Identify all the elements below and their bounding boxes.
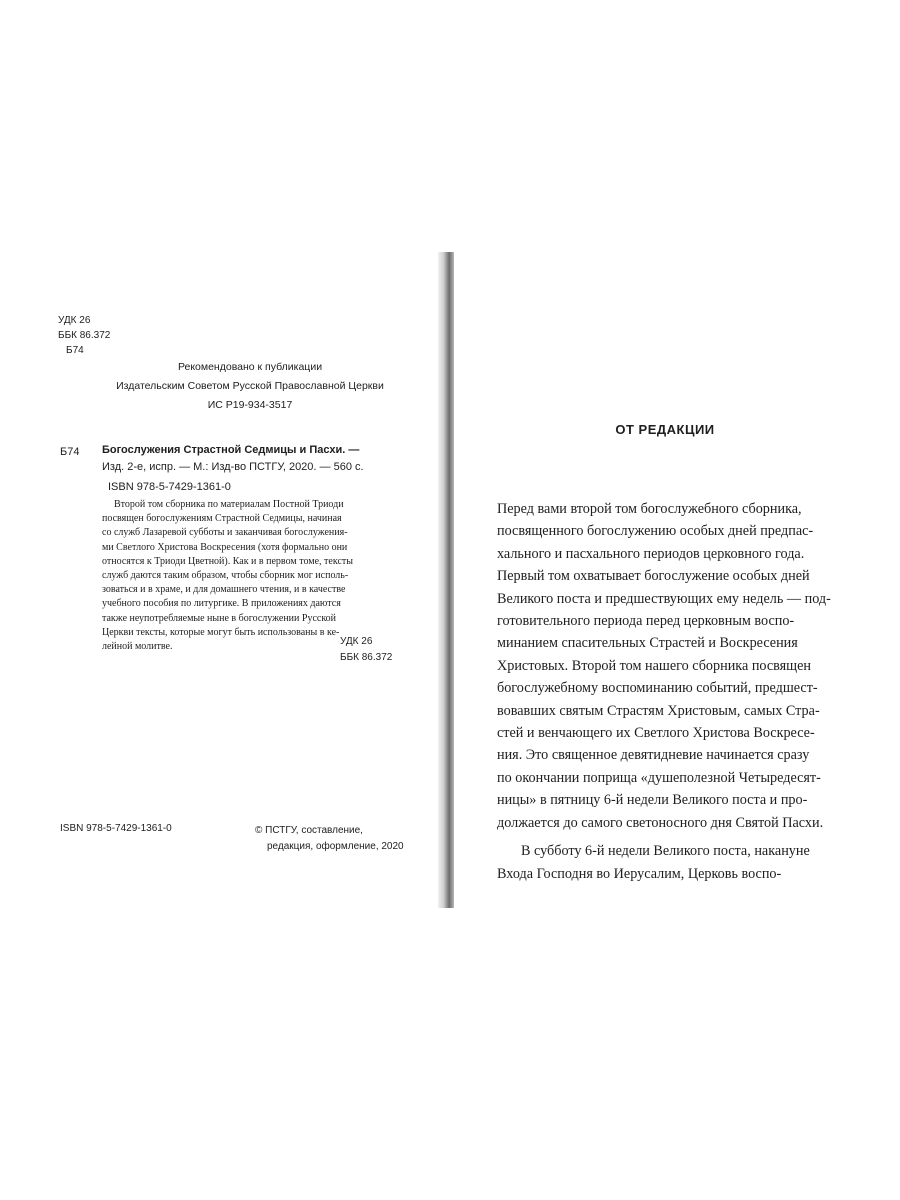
text-line: стей и венчающего их Светлого Христова Воскресе- <box>497 725 815 742</box>
annotation-line: учебного пособия по литургике. В приложениях даются <box>102 598 341 610</box>
text-line: Перед вами второй том богослужебного сборника, <box>497 501 802 517</box>
annotation-line: посвящен богослужениям Страстной Седмицы, начиная <box>102 513 342 525</box>
book-spine <box>438 252 454 908</box>
editorial-text <box>497 498 859 885</box>
text-line: минанием спасительных Страстей и Воскресения <box>497 635 798 652</box>
bbk-code: ББК 86.372 <box>340 652 393 663</box>
text-line: богослужебному воспоминанию событий, предшест- <box>497 680 818 697</box>
edition-info: Изд. 2-е, испр. — М.: Изд-во ПСТГУ, 2020. — 560 с. <box>102 461 364 473</box>
author-mark: Б74 <box>66 345 84 356</box>
annotation-line: ми Светлого Христова Воскресения (хотя формально они <box>102 541 348 553</box>
annotation-line: Церкви тексты, которые могут быть использованы в ке- <box>102 626 340 638</box>
annotation-line: со служб Лазаревой субботы и заканчивая богослужения- <box>102 527 348 539</box>
recommend-line: Издательским Советом Русской Православной Церкви <box>116 380 384 392</box>
annotation-line: служб даются таким образом, чтобы сборник мог исполь- <box>102 570 349 582</box>
annotation <box>102 498 407 654</box>
text-line: готовительного периода перед церковным воспо- <box>497 613 795 630</box>
classification-codes-right <box>340 634 392 666</box>
text-line: ния. Это священное девятидневие начинается сразу <box>497 747 810 764</box>
annotation-line: относятся к Триоди Цветной). Как и в первом томе, тексты <box>102 555 353 567</box>
annotation-line: Второй том сборника по материалам Постной Триоди <box>114 499 344 510</box>
bbk-code: ББК 86.372 <box>58 330 111 341</box>
copyright-line: © ПСТГУ, составление, <box>255 825 363 836</box>
book-title: Богослужения Страстной Седмицы и Пасхи. — <box>102 444 360 456</box>
text-line: должается до самого светоносного дня Святой Пасхи. <box>497 814 824 831</box>
section-heading: ОТ РЕДАКЦИИ <box>615 422 715 437</box>
classification-codes <box>58 313 110 358</box>
copyright-line: редакция, оформление, 2020 <box>267 841 404 852</box>
annotation-line: лейной молитве. <box>102 641 173 653</box>
udk-code: УДК 26 <box>340 636 373 647</box>
left-page <box>40 250 435 910</box>
isbn: ISBN 978-5-7429-1361-0 <box>108 481 231 493</box>
biblio-author-mark: Б74 <box>60 446 80 458</box>
recommend-line: ИС Р19-934-3517 <box>207 399 293 411</box>
text-line: ницы» в пятницу 6-й недели Великого поста и про- <box>497 792 808 809</box>
udk-code: УДК 26 <box>58 315 91 326</box>
copyright <box>255 823 404 855</box>
text-line: В субботу 6-й недели Великого поста, накануне <box>521 843 810 860</box>
text-line: хального и пасхального периодов церковного года. <box>497 545 805 562</box>
text-line: Великого поста и предшествующих ему недель — под- <box>497 590 831 607</box>
publication-recommendation <box>60 358 440 415</box>
text-line: Первый том охватывает богослужение особых дней <box>497 568 810 585</box>
text-line: по окончании поприща «душеполезной Четыредесят- <box>497 769 821 786</box>
text-line: вовавших святым Страстям Христовым, самых Стра- <box>497 702 820 719</box>
text-line: посвященного богослужению особых дней предпас- <box>497 523 814 540</box>
annotation-line: зоваться и в храме, и для домашнего чтения, и в качестве <box>102 584 346 596</box>
text-line: Входа Господня во Иерусалим, Церковь воспо- <box>497 865 782 882</box>
annotation-line: также неупотребляемые ныне в богослужении Русской <box>102 612 337 624</box>
recommend-line: Рекомендовано к публикации <box>177 361 323 373</box>
isbn-bottom: ISBN 978-5-7429-1361-0 <box>60 823 172 834</box>
right-page <box>455 250 875 910</box>
text-line: Христовых. Второй том нашего сборника посвящен <box>497 657 812 674</box>
